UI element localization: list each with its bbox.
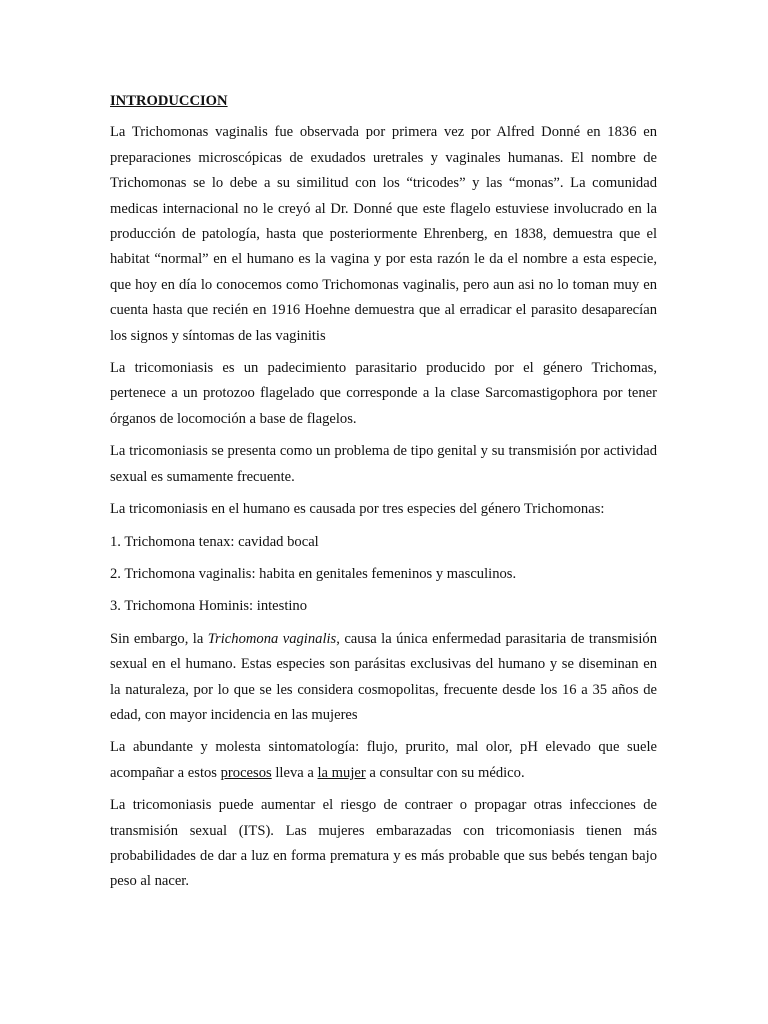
document-title: INTRODUCCION (110, 93, 228, 109)
paragraph-history: La Trichomonas vaginalis fue observada por primera vez por Alfred Donné en 1836 en preparaciones microscópicas de exudados uretrales y vaginales humanas. El nombre de Trichomonas se lo debe a su similitud con los “tricodes” y las “monas”. La comunidad medicas internacional no le creyó al Dr. Donné que este flagelo estuviese involucrado en la producción de patología, hasta que posteriormente Ehrenberg, en 1838, demuestra que el habitat “normal” en el humano es la vagina y por esta razón le da el nombre a esta especie, que hoy en día lo conocemos como Trichomonas vaginalis, pero aun asi no lo toman muy en cuenta hasta que recién en 1916 Hoehne demuestra que al erradicar el parasito desaparecían los signos y síntomas de las vaginitis (110, 124, 657, 344)
paragraph-symptoms-part2: lleva a (271, 764, 318, 781)
paragraph-species-intro: La tricomoniasis en el humano es causada por tres especies del género Trichomonas: (110, 501, 605, 518)
document-page (110, 89, 657, 902)
paragraph-risks: La tricomoniasis puede aumentar el riesgo de contraer o propagar otras infecciones de transmisión sexual (ITS). Las mujeres embarazadas con tricomoniasis tienen más probabilidades de dar a luz en forma prematura y es más probable que sus bebés tengan bajo peso al nacer. (110, 797, 657, 890)
paragraph-symptoms-part3: a consultar con su médico. (365, 764, 525, 781)
paragraph-transmission: La tricomoniasis se presenta como un problema de tipo genital y su transmisión por actividad sexual es sumamente frecuente. (110, 443, 657, 485)
paragraph-epidemiology (110, 627, 657, 729)
species-name-italic: Trichomona vaginalis (207, 630, 337, 647)
list-item-hominis: 3. Trichomona Hominis: intestino (110, 598, 308, 615)
link-procesos[interactable]: procesos (220, 764, 272, 781)
list-item-tenax: 1. Trichomona tenax: cavidad bocal (110, 533, 319, 550)
paragraph-definition: La tricomoniasis es un padecimiento parasitario producido por el género Trichomas, pertenece a un protozoo flagelado que corresponde a la clase Sarcomastigophora por tener órganos de locomoción a base de flagelos. (110, 360, 657, 427)
paragraph-epidemiology-before: Sin embargo, la (110, 630, 208, 647)
list-item-vaginalis: 2. Trichomona vaginalis: habita en genitales femeninos y masculinos. (110, 565, 517, 582)
paragraph-epidemiology-after: , causa la única enfermedad parasitaria de transmisión sexual en el humano. Estas especies son parásitas exclusivas del humano y se diseminan en la naturaleza, por lo que se les considera cosmopolitas, frecuente desde los 16 a 35 años de edad, con mayor incidencia en las mujeres (110, 630, 658, 723)
paragraph-symptoms-part1: La abundante y molesta sintomatología: flujo, prurito, mal olor, pH elevado que suele acompañar a estos (110, 739, 657, 781)
paragraph-symptoms (110, 735, 657, 786)
link-la-mujer[interactable]: la mujer (317, 764, 366, 781)
